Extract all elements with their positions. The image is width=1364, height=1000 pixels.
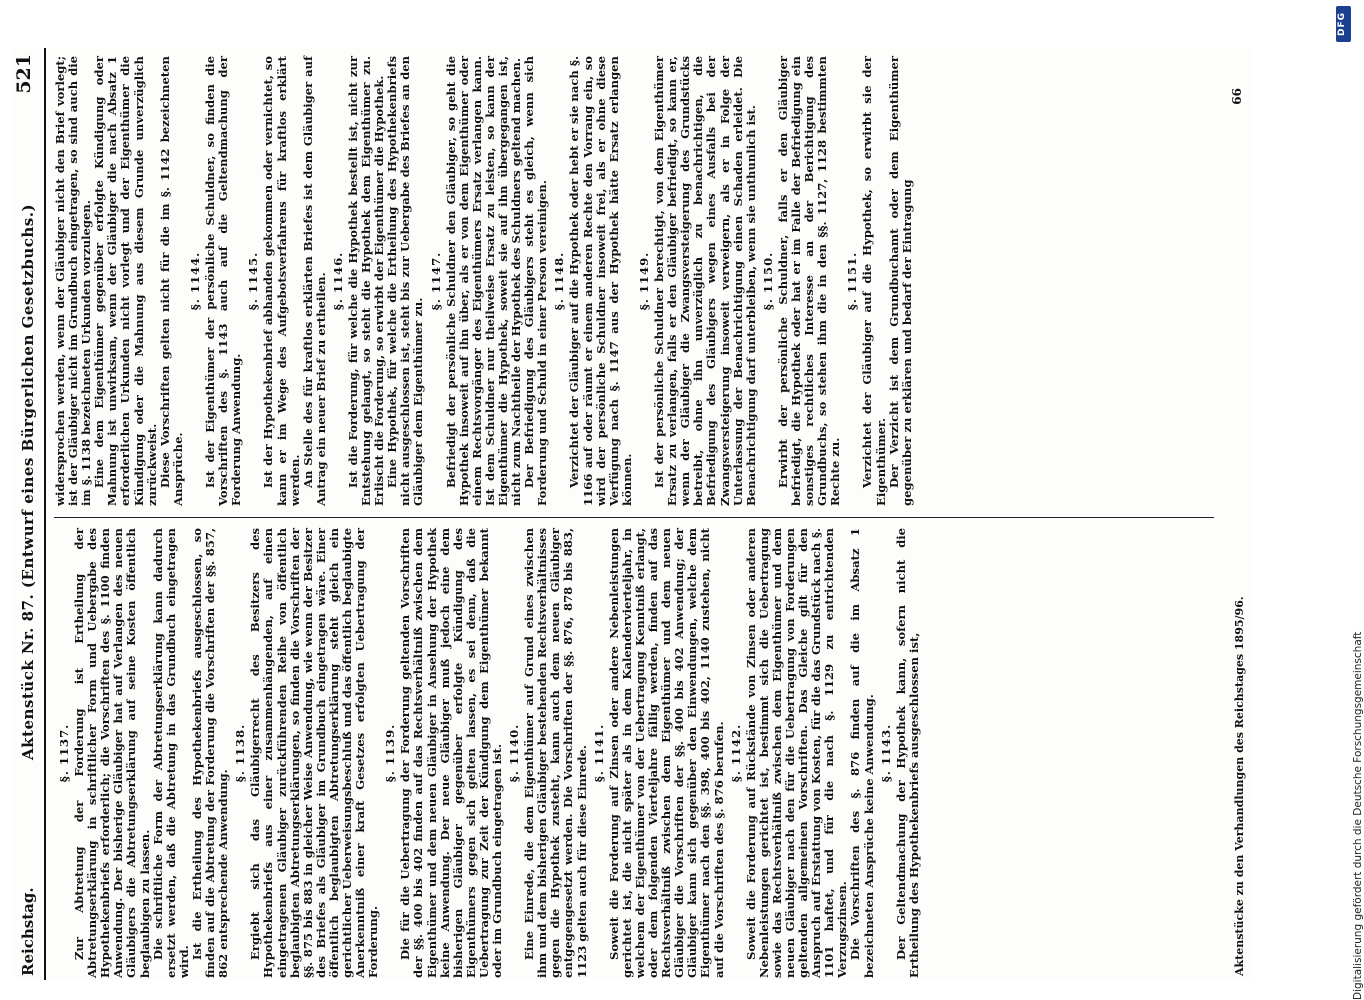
section-heading: §. 1139. [383, 723, 398, 783]
rotated-page-content [14, 48, 1252, 980]
paragraph: Diese Vorschriften gelten nicht für die im §. 1142 bezeichneten Ansprüche. [157, 56, 185, 506]
paragraph: Verzichtet der Gläubiger auf die Hypothek oder hebt er sie nach §. 1166 auf oder räumt er einem anderen Rechte den Vorrang ein, so wird der persönliche Schuldner insoweit frei, als er ohne diese Verfügung nach §. 1147 aus der Hypothek hätte Ersatz erlangen können. [567, 56, 634, 506]
paragraph: An Stelle des für kraftlos erklärten Briefes ist dem Gläubiger auf Antrag ein neuer Brief zu ertheilen. [300, 56, 328, 506]
digitization-notice: Digitalisierung gefördert durch die Deutsche Forschungsgemeinschaft [1352, 631, 1364, 1000]
section-heading: §. 1143. [878, 723, 893, 783]
paragraph: Der Verzicht ist dem Grundbuchamt oder dem Eigenthümer gegenüber zu erklären und bedarf der Eintragung [886, 56, 914, 506]
paragraph: Ist die Forderung, für welche die Hypothek bestellt ist, nicht zur Entstehung gelangt, so steht die Hypothek dem Eigenthümer zu. Erlischt die Forderung, so erwirbt der Eigenthümer die Hypothek. [345, 56, 387, 506]
paragraph: Eine Hypothek, für welche die Ertheilung des Hypothekenbriefs nicht ausgeschlossen ist, steht bis zur Uebergabe des Briefes an den Gläubiger dem Eigenthümer zu. [385, 56, 426, 506]
right-column [54, 56, 1216, 506]
logo-text: DFG [1337, 11, 1347, 36]
section-heading: §. 1147. [428, 251, 443, 311]
section-heading: §. 1149. [636, 251, 651, 311]
paragraph: Erwirbt der persönliche Schuldner, falls er den Gläubiger befriedigt, die Hypothek oder hat er im Falle der Befriedigung ein sonstiges rechtliches Interesse an der Berichtigung des Grundbuchs, so stehen ihm die in den §§. 1127, 1128 bestimmten Rechte zu. [775, 56, 843, 506]
sheet-signature: 66 [1229, 88, 1244, 105]
column-divider [54, 517, 1214, 518]
page-number: 521 [13, 54, 35, 94]
paragraph: Eine Einrede, die dem Eigenthümer auf Grund eines zwischen ihm und dem bisherigen Gläubiger bestehenden Rechtsverhältnisses gegen die Hypothek zusteht, kann auch dem neuen Gläubiger entgegengesetzt werden. Die Vorschriften der §§. 876, 878 bis 883, 1123 gelten auch für diese Einrede. [522, 528, 589, 978]
paragraph: Ist der Eigenthümer der persönliche Schuldner, so finden die Vorschriften des §. 1143 auch auf die Geltendmachung der Forderung Anwendung. [203, 56, 244, 506]
section-heading: §. 1150. [760, 251, 775, 311]
paragraph: Soweit die Forderung auf Rückstände von Zinsen oder anderen Nebenleistungen gerichtet ist, bestimmt sich die Uebertragung sowie das Rechtsverhältniß zwischen dem Eigenthümer und dem neuen Gläubiger nach den für die Uebertragung von Forderungen geltenden allgemeinen Vorschriften. Das Gleiche gilt für den Anspruch auf Erstattung von Kosten, für die das Grundstück nach §. 1101 haftet, und für die nach §. 1129 zu entrichtenden Verzugszinsen. [743, 528, 850, 978]
section-heading: §. 1148. [552, 251, 567, 311]
section-heading: §. 1141. [591, 723, 606, 783]
paragraph: Zur Abtretung der Forderung ist Ertheilung der Abtretungserklärung in schriftlicher Form und Uebergabe des Hypothekenbriefs erforderlich; die Vorschriften des §. 1100 finden Anwendung. Der bisherige Gläubiger hat auf Verlangen des neuen Gläubigers die Abtretungserklärung auf seine Kosten öffentlich beglaubigen zu lassen. [72, 528, 152, 978]
section-heading: §. 1144. [187, 251, 202, 311]
running-head-title: Aktenstück Nr. 87. (Entwurf eines Bürgerlichen Gesetzbuchs.) [19, 203, 37, 760]
paragraph: Der Geltendmachung der Hypothek kann, sofern nicht die Ertheilung des Hypothekenbriefs ausgeschlossen ist, [893, 528, 921, 978]
running-head-left: Reichstag. [19, 887, 37, 976]
paragraph: Verzichtet der Gläubiger auf die Hypothek, so erwirbt sie der Eigenthümer. [860, 56, 888, 506]
left-column [54, 528, 1216, 978]
paragraph: Ist der Hypothekenbrief abhanden gekommen oder vernichtet, so kann er im Wege des Aufgebotsverfahrens für kraftlos erklärt werden. [261, 56, 302, 506]
paragraph: widersprochen werden, wenn der Gläubiger nicht den Brief vorlegt; ist der Gläubiger nicht im Grundbuch eingetragen, so sind auch die im §. 1138 bezeichneten Urkunden vorzulegen. [53, 56, 94, 506]
paragraph: Befriedigt der persönliche Schuldner den Gläubiger, so geht die Hypothek insoweit auf ihn über, als er von dem Eigenthümer oder einem Rechtsvorgänger des Eigenthümers Ersatz verlangen kann. Ist dem Schuldner nur theilweise Ersatz zu leisten, so kann der Eigenthümer die Hypothek, soweit sie auf ihn übergegangen ist, nicht zum Nachtheile der Hypothek des Schuldners geltend machen. [443, 56, 524, 506]
footer-note: Aktenstücke zu den Verhandlungen des Reichstages 1895/96. [1232, 596, 1246, 976]
paragraph: Der Befriedigung des Gläubigers steht es gleich, wenn sich Forderung und Schuld in einer Person vereinigen. [522, 56, 550, 506]
paragraph: Ist der persönliche Schuldner berechtigt, von dem Eigenthümer Ersatz zu verlangen, falls er den Gläubiger befriedigt, so kann er, wenn der Gläubiger die Zwangsversteigerung des Grundstücks betreibt, ohne ihn unverzüglich zu benachrichtigen, die Befriedigung des Gläubigers wegen eines Ausfalls bei der Zwangsversteigerung insoweit verweigern, als er in Folge der Unterlassung der Benachrichtigung einen Schaden erleidet. Die Benachrichtigung darf unterbleiben, wenn sie unthunlich ist. [652, 56, 758, 506]
section-heading: §. 1140. [507, 723, 522, 783]
paragraph: Soweit die Forderung auf Zinsen oder andere Nebenleistungen gerichtet ist, die nicht später als in dem Kalendervierteljahr, in welchem der Eigenthümer von der Uebertragung Kenntniß erlangt, oder dem folgenden Vierteljahre fällig werden, finden auf das Rechtsverhältniß zwischen dem Eigenthümer und dem neuen Gläubiger die Vorschriften der §§. 400 bis 402 Anwendung; der Gläubiger kann sich gegenüber den Einwendungen, welche dem Eigenthümer nach den §§. 398, 400 bis 402, 1140 zustehen, nicht auf die Vorschriften des §. 876 berufen. [606, 528, 726, 978]
section-heading: §. 1145. [246, 251, 261, 311]
section-heading: §. 1146. [330, 251, 345, 311]
section-heading: §. 1138. [233, 723, 248, 783]
section-heading: §. 1142. [728, 723, 743, 783]
paragraph: Eine dem Eigenthümer gegenüber erfolgte Kündigung oder Mahnung ist unwirksam, wenn der Gläubiger die nach Absatz 1 erforderlichen Urkunden nicht vorlegt und der Eigenthümer die Kündigung oder die Mahnung aus diesem Grunde unverzüglich zurückweist. [92, 56, 159, 506]
section-heading: §. 1151. [845, 251, 860, 311]
running-head [14, 48, 46, 980]
digitization-sidebar [1334, 0, 1364, 1000]
paragraph: Die schriftliche Form der Abtretungserklärung kann dadurch ersetzt werden, daß die Abtretung in das Grundbuch eingetragen wird. [150, 528, 191, 978]
paragraph: Die für die Uebertragung der Forderung geltenden Vorschriften der §§. 400 bis 402 finden auf das Rechtsverhältniß zwischen dem Eigenthümer und dem neuen Gläubiger in Ansehung der Hypothek keine Anwendung. Der neue Gläubiger muß jedoch eine dem bisherigen Gläubiger gegenüber erfolgte Kündigung des Eigenthümers gegen sich gelten lassen, es sei denn, daß die Uebertragung zur Zeit der Kündigung dem Eigenthümer bekannt oder im Grundbuch eingetragen ist. [398, 528, 504, 978]
paragraph: Ergiebt sich das Gläubigerrecht des Besitzers des Hypothekenbriefs aus einer zusammenhängenden, auf einen eingetragenen Gläubiger zurückführenden Reihe von öffentlich beglaubigten Abtretungserklärungen, so finden die Vorschriften der §§. 875 bis 883 in gleicher Weise Anwendung, wie wenn der Besitzer des Briefes als Gläubiger im Grundbuch eingetragen wäre. Einer öffentlich beglaubigten Abtretungserklärung steht gleich ein gerichtlicher Ueberweisungsbeschluß und das öffentlich beglaubigte Anerkenntniß einer kraft Gesetzes erfolgten Uebertragung der Forderung. [248, 528, 381, 978]
paragraph: Die Vorschriften des §. 876 finden auf die im Absatz 1 bezeichneten Ansprüche keine Anwendung. [848, 528, 876, 978]
paragraph: Ist die Ertheilung des Hypothekenbriefs ausgeschlossen, so finden auf die Abtretung der Forderung die Vorschriften der §§. 857, 862 entsprechende Anwendung. [189, 528, 231, 978]
section-heading: §. 1137. [57, 723, 71, 783]
